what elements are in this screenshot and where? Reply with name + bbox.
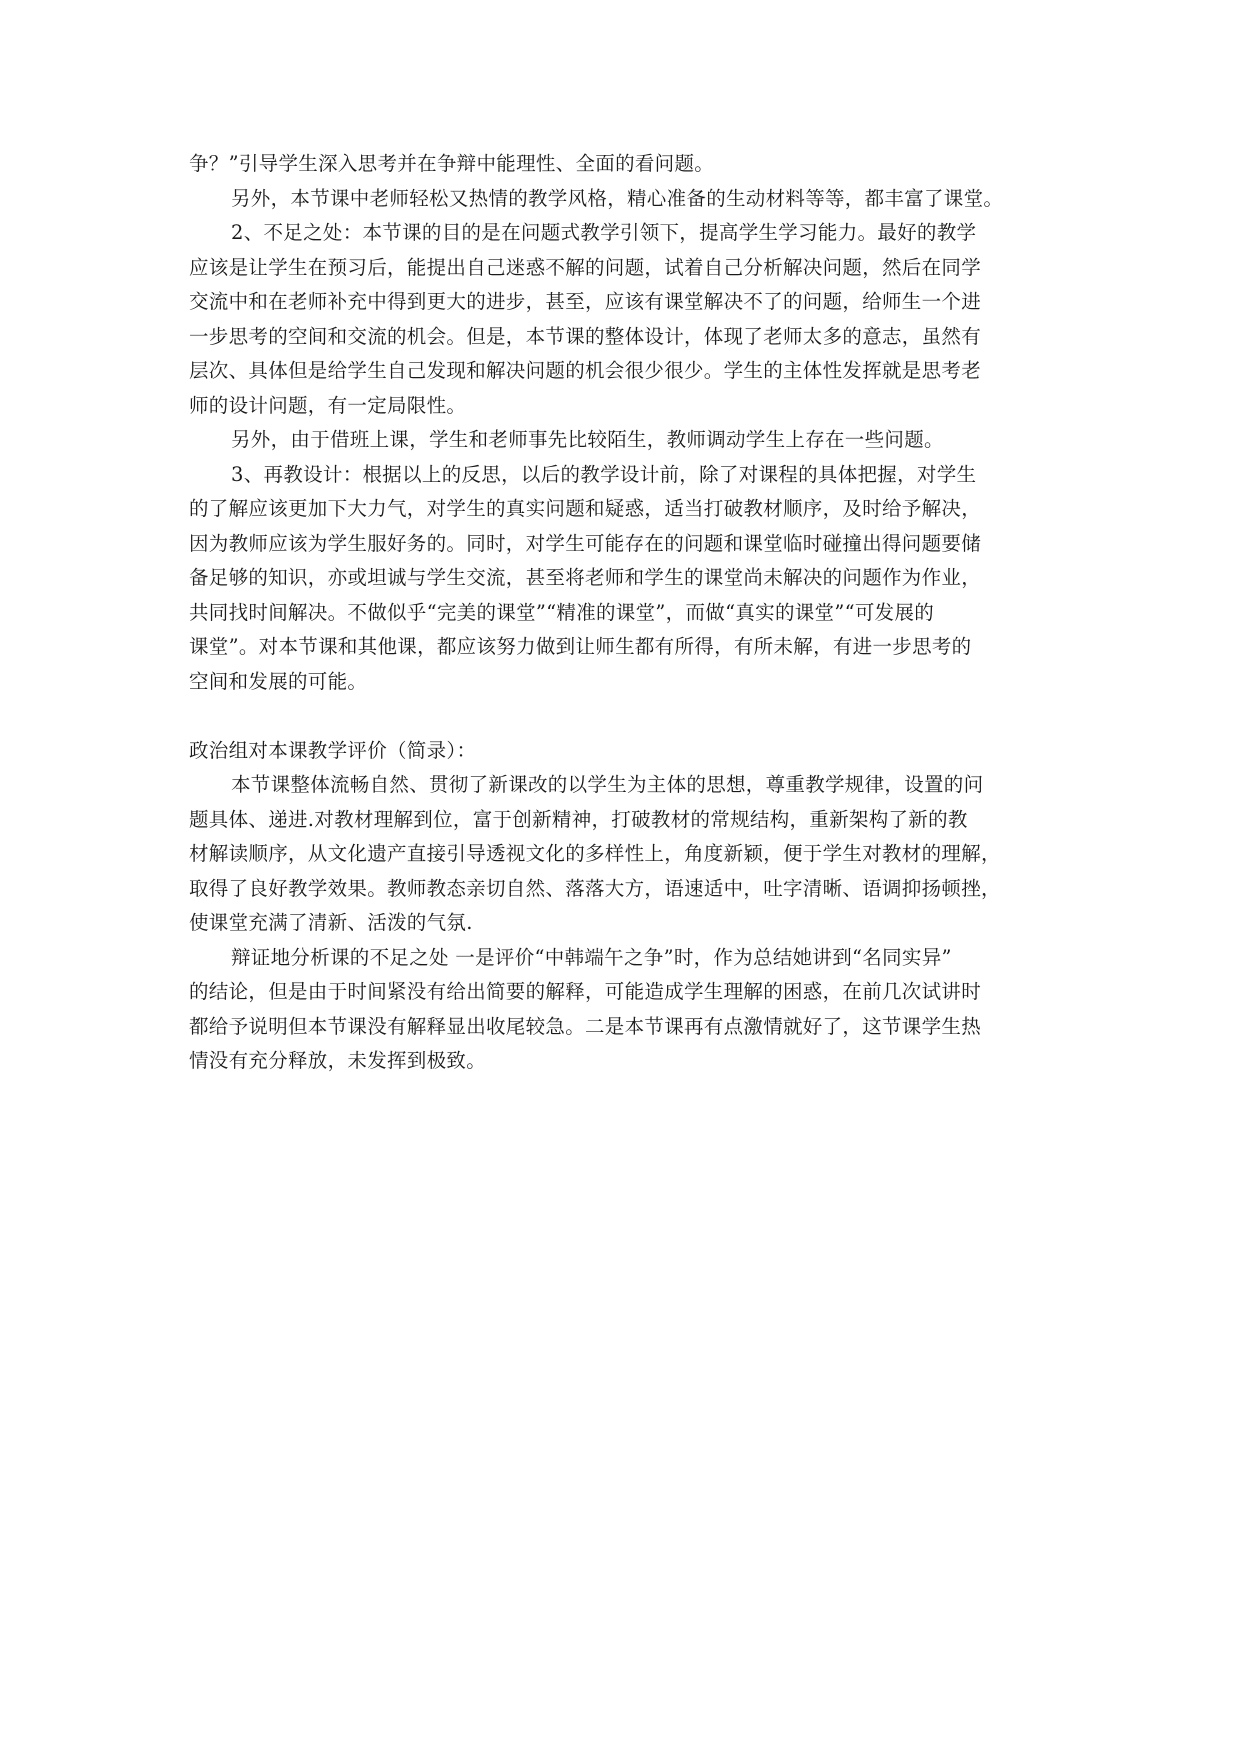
text-line: 应该是让学生在预习后，能提出自己迷惑不解的问题，试着自己分析解决问题，然后在同学 [189, 255, 982, 279]
text-line: 2、不足之处：本节课的目的是在问题式教学引领下，提高学生学习能力。最好的教学 [231, 221, 977, 244]
text-line: 争？”引导学生深入思考并在争辩中能理性、全面的看问题。 [189, 152, 715, 175]
paragraph-gap [189, 699, 1059, 734]
text-line: 另外，本节课中老师轻松又热情的教学风格，精心准备的生动材料等等，都丰富了课堂。 [231, 186, 1004, 210]
text-line: 层次、具体但是给学生自己发现和解决问题的机会很少很少。学生的主体性发挥就是思考老 [189, 359, 982, 382]
section-heading: 政治组对本课教学评价（简录）： [189, 738, 477, 762]
text-line: 辩证地分析课的不足之处 一是评价“中韩端午之争”时，作为总结她讲到“名同实异” [231, 945, 952, 969]
text-line: 因为教师应该为学生服好务的。同时，对学生可能存在的问题和课堂临时碰撞出得问题要储 [189, 531, 982, 555]
text-line: 另外，由于借班上课，学生和老师事先比较陌生，教师调动学生上存在一些问题。 [231, 428, 944, 451]
text-line: 情没有充分释放，未发挥到极致。 [189, 1049, 487, 1072]
text-line: 3、再教设计：根据以上的反思，以后的教学设计前，除了对课程的具体把握，对学生 [231, 462, 977, 486]
text-line: 共同找时间解决。不做似乎“完美的课堂”“精准的课堂”，而做“真实的课堂”“可发展的 [189, 600, 935, 624]
text-line: 取得了良好教学效果。教师教态亲切自然、落落大方，语速适中，吐字清晰、语调抑扬顿挫， [189, 876, 1001, 900]
text-line: 交流中和在老师补充中得到更大的进步，甚至，应该有课堂解决不了的问题，给师生一个进 [189, 290, 982, 313]
text-line: 课堂”。对本节课和其他课，都应该努力做到让师生都有所得，有所未解，有进一步思考的 [189, 635, 972, 658]
document-body [189, 147, 1059, 1079]
text-line: 使课堂充满了清新、活泼的气氛. [189, 911, 473, 934]
text-line: 都给予说明但本节课没有解释显出收尾较急。二是本节课再有点激情就好了，这节课学生热 [189, 1014, 982, 1038]
text-line: 的了解应该更加下大力气，对学生的真实问题和疑惑，适当打破教材顺序，及时给予解决， [189, 497, 982, 520]
text-line: 的结论，但是由于时间紧没有给出简要的解释，可能造成学生理解的困惑，在前几次试讲时 [189, 980, 982, 1003]
text-line: 一步思考的空间和交流的机会。但是，本节课的整体设计，体现了老师太多的意志，虽然有 [189, 324, 982, 348]
text-line: 师的设计问题，有一定局限性。 [189, 393, 467, 417]
text-line: 备足够的知识，亦或坦诚与学生交流，甚至将老师和学生的课堂尚未解决的问题作为作业， [189, 566, 982, 589]
text-line: 本节课整体流畅自然、贯彻了新课改的以学生为主体的思想，尊重教学规律，设置的问 [231, 773, 984, 796]
text-line: 材解读顺序，从文化遗产直接引导透视文化的多样性上，角度新颖，便于学生对教材的理解， [189, 842, 1001, 865]
text-line: 空间和发展的可能。 [189, 669, 368, 693]
text-line: 题具体、递进.对教材理解到位，富于创新精神，打破教材的常规结构，重新架构了新的教 [189, 807, 968, 831]
